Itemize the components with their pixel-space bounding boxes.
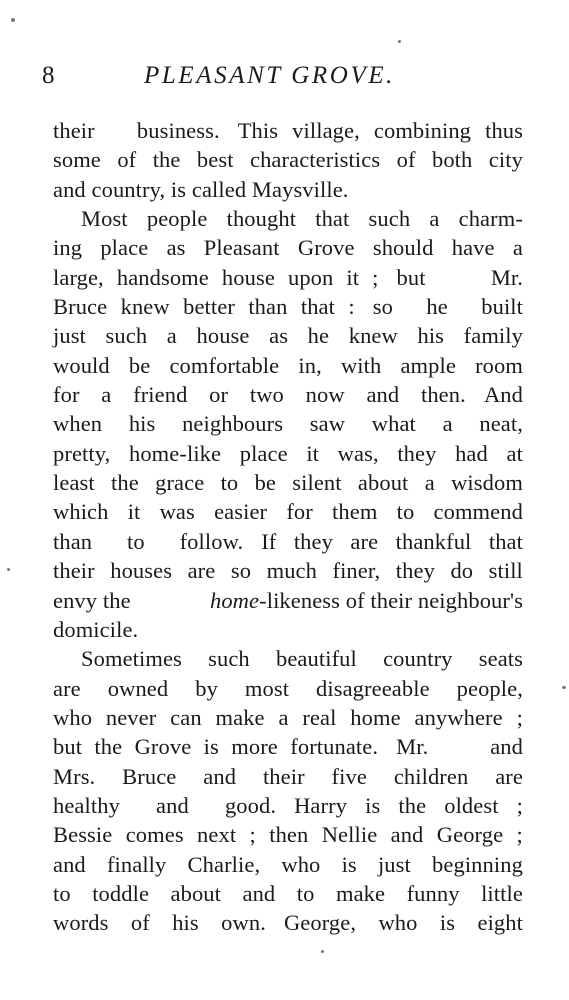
text-word: Charlie, bbox=[187, 851, 261, 877]
text-phrase bbox=[53, 762, 523, 791]
text-word: This bbox=[237, 118, 279, 143]
text-word: and bbox=[390, 822, 424, 848]
text-word: ing bbox=[53, 235, 83, 261]
text-word: his bbox=[417, 323, 445, 349]
text-word: be bbox=[128, 352, 151, 378]
text-word: so bbox=[372, 294, 393, 320]
text-word: his bbox=[172, 910, 199, 936]
text-phrase bbox=[53, 820, 523, 849]
text-word: are bbox=[53, 675, 81, 701]
text-word: handsome bbox=[116, 264, 209, 290]
text-line bbox=[53, 644, 523, 673]
text-phrase bbox=[210, 586, 523, 615]
text-word: a bbox=[424, 470, 435, 496]
text-word: best bbox=[196, 147, 234, 173]
text-word: of bbox=[130, 910, 150, 936]
text-phrase bbox=[53, 527, 243, 556]
text-word: ; bbox=[372, 264, 379, 290]
text-phrase bbox=[53, 556, 523, 585]
text-word: oldest bbox=[444, 792, 499, 818]
text-word: of bbox=[117, 147, 137, 173]
text-phrase bbox=[53, 380, 466, 409]
text-word: he bbox=[307, 323, 330, 349]
text-word: place bbox=[239, 440, 288, 466]
text-line bbox=[53, 233, 523, 262]
text-word: business. bbox=[136, 118, 220, 143]
text-word: more bbox=[231, 734, 278, 760]
text-phrase bbox=[53, 908, 266, 937]
text-word: who bbox=[378, 910, 418, 936]
text-phrase: -likeness of their neighbour's bbox=[259, 587, 523, 613]
text-line bbox=[53, 762, 523, 791]
text-word: thought bbox=[226, 206, 297, 232]
text-phrase bbox=[53, 732, 378, 761]
text-word: such bbox=[105, 323, 148, 349]
text-word: then bbox=[269, 822, 309, 848]
text-word: of bbox=[396, 147, 416, 173]
text-word: are bbox=[495, 763, 523, 789]
text-word: family bbox=[463, 323, 523, 349]
text-word: it bbox=[306, 440, 320, 466]
text-word: never bbox=[105, 704, 157, 730]
text-word: upon bbox=[287, 264, 334, 290]
text-phrase bbox=[284, 908, 523, 937]
text-word: village, bbox=[292, 118, 360, 143]
text-word: comfortable bbox=[169, 352, 280, 378]
text-word: when bbox=[53, 411, 103, 437]
text-word: characteristics bbox=[250, 147, 381, 173]
text-phrase bbox=[373, 292, 523, 321]
body-text bbox=[53, 116, 523, 938]
text-word: If bbox=[261, 528, 277, 554]
text-word: Bessie bbox=[53, 822, 113, 848]
text-word: : bbox=[348, 294, 355, 320]
text-word: who bbox=[53, 704, 93, 730]
text-word: that bbox=[315, 206, 350, 232]
text-word: real bbox=[302, 704, 337, 730]
text-phrase bbox=[53, 292, 355, 321]
text-word: Mr. bbox=[490, 264, 524, 290]
text-word: it bbox=[127, 499, 141, 525]
text-word: now bbox=[305, 382, 345, 408]
scan-speck bbox=[321, 950, 324, 953]
text-word: disagreeable bbox=[316, 675, 430, 701]
text-word: Mr. bbox=[396, 734, 429, 760]
text-word: people, bbox=[456, 675, 523, 701]
text-word: as bbox=[166, 235, 186, 261]
text-word: home bbox=[350, 704, 401, 730]
text-word: Bruce bbox=[122, 763, 177, 789]
text-word: neighbours bbox=[182, 411, 284, 437]
text-phrase bbox=[53, 468, 523, 497]
text-line bbox=[53, 292, 523, 321]
text-line bbox=[53, 703, 523, 732]
text-line bbox=[53, 732, 523, 761]
text-word: own. bbox=[221, 910, 266, 936]
text-word: ; bbox=[516, 792, 523, 818]
text-line bbox=[53, 908, 523, 937]
text-word: Mrs. bbox=[53, 763, 96, 789]
text-phrase bbox=[53, 879, 523, 908]
text-word: are bbox=[187, 558, 216, 584]
text-word: thus bbox=[485, 118, 524, 143]
text-word: ; bbox=[516, 822, 523, 848]
text-word: the bbox=[152, 147, 181, 173]
text-phrase bbox=[261, 527, 523, 556]
text-word: Harry bbox=[294, 792, 348, 818]
text-word: five bbox=[331, 763, 367, 789]
text-word: and bbox=[156, 792, 189, 818]
text-word: easier bbox=[214, 499, 268, 525]
text-line bbox=[53, 791, 523, 820]
text-line bbox=[53, 527, 523, 556]
text-word: would bbox=[53, 352, 110, 378]
text-line bbox=[53, 439, 523, 468]
text-word: a bbox=[442, 411, 453, 437]
text-word: country bbox=[383, 646, 453, 672]
text-word: both bbox=[431, 147, 473, 173]
text-word: people bbox=[146, 206, 208, 232]
text-word: had bbox=[455, 440, 488, 466]
text-word: by bbox=[195, 675, 218, 701]
text-word: but bbox=[53, 734, 83, 760]
text-word: most bbox=[244, 675, 290, 701]
text-word: in, bbox=[298, 352, 322, 378]
text-line bbox=[53, 409, 523, 438]
text-word: such bbox=[208, 646, 250, 672]
text-word: wisdom bbox=[451, 470, 523, 496]
italic-word: home bbox=[209, 587, 260, 613]
text-word: make bbox=[335, 880, 386, 906]
text-word: comes bbox=[125, 822, 184, 848]
text-word: Pleasant bbox=[203, 235, 280, 261]
text-word: have bbox=[451, 235, 495, 261]
text-word: beautiful bbox=[276, 646, 357, 672]
text-word: friend bbox=[133, 382, 188, 408]
text-phrase bbox=[53, 674, 523, 703]
text-phrase bbox=[53, 116, 220, 145]
text-line bbox=[53, 175, 523, 204]
text-word: they bbox=[293, 528, 333, 554]
text-word: funny bbox=[406, 880, 460, 906]
text-word: them bbox=[332, 499, 378, 525]
text-phrase bbox=[81, 644, 523, 673]
text-word: least bbox=[53, 470, 95, 496]
text-word: anywhere bbox=[414, 704, 503, 730]
text-line bbox=[53, 145, 523, 174]
text-word: silent bbox=[292, 470, 342, 496]
text-word: is bbox=[365, 792, 381, 818]
text-word: about bbox=[357, 470, 409, 496]
text-word: that bbox=[488, 528, 523, 554]
text-word: ; bbox=[516, 704, 523, 730]
text-word: he bbox=[426, 294, 448, 320]
text-word: finer, bbox=[332, 558, 381, 584]
text-phrase: envy the bbox=[53, 587, 131, 613]
text-phrase bbox=[81, 204, 523, 233]
text-word: the bbox=[398, 792, 427, 818]
text-word: house bbox=[196, 323, 250, 349]
text-phrase: And bbox=[483, 382, 523, 408]
text-word: thankful bbox=[395, 528, 472, 554]
text-word: with bbox=[340, 352, 382, 378]
text-word: such bbox=[368, 206, 411, 232]
text-word: ; bbox=[249, 822, 256, 848]
text-word: Bruce bbox=[53, 294, 108, 320]
text-word: finally bbox=[106, 851, 167, 877]
text-word: and bbox=[203, 763, 237, 789]
text-word: they bbox=[397, 440, 437, 466]
text-word: healthy bbox=[53, 792, 120, 818]
text-word: for bbox=[53, 382, 80, 408]
text-word: a bbox=[278, 704, 289, 730]
text-phrase bbox=[53, 145, 523, 174]
text-phrase bbox=[53, 439, 523, 468]
text-word: Grove bbox=[297, 235, 355, 261]
text-word: so bbox=[230, 558, 252, 584]
text-word: are bbox=[350, 528, 379, 554]
text-word: at bbox=[506, 440, 523, 466]
text-word: which bbox=[53, 499, 109, 525]
page-number: 8 bbox=[42, 62, 55, 89]
text-word: combining bbox=[373, 118, 472, 143]
text-word: commend bbox=[433, 499, 523, 525]
text-word: toddle bbox=[92, 880, 150, 906]
text-word: it bbox=[346, 264, 360, 290]
text-word: room bbox=[475, 352, 523, 378]
text-word: children bbox=[393, 763, 469, 789]
text-line bbox=[53, 468, 523, 497]
text-phrase bbox=[53, 321, 523, 350]
text-line bbox=[53, 497, 523, 526]
text-word: than bbox=[53, 528, 93, 554]
text-line bbox=[53, 850, 523, 879]
text-word: a bbox=[429, 206, 440, 232]
text-word: what bbox=[371, 411, 416, 437]
text-word: little bbox=[481, 880, 523, 906]
text-word: the bbox=[111, 470, 139, 496]
text-word: and bbox=[366, 382, 400, 408]
text-phrase bbox=[53, 409, 523, 438]
text-line bbox=[53, 556, 523, 585]
scan-speck bbox=[7, 568, 10, 571]
text-word: Sometimes bbox=[81, 646, 182, 672]
text-word: still bbox=[488, 558, 523, 584]
text-word: next bbox=[197, 822, 237, 848]
text-phrase: domicile. bbox=[53, 616, 139, 642]
text-word: and bbox=[242, 880, 276, 906]
text-line bbox=[53, 351, 523, 380]
text-word: to bbox=[396, 499, 415, 525]
text-word: than bbox=[248, 294, 288, 320]
text-word: about bbox=[170, 880, 222, 906]
text-phrase bbox=[397, 263, 523, 292]
text-word: pretty, bbox=[53, 440, 111, 466]
text-word: is bbox=[439, 910, 456, 936]
text-word: place bbox=[100, 235, 149, 261]
text-line bbox=[53, 116, 523, 145]
text-word: seats bbox=[478, 646, 523, 672]
text-word: to bbox=[296, 880, 315, 906]
text-word: George, bbox=[283, 910, 357, 936]
text-word: do bbox=[450, 558, 474, 584]
text-word: grace bbox=[155, 470, 205, 496]
text-word: home-like bbox=[128, 440, 222, 466]
text-word: to bbox=[53, 880, 71, 906]
text-line bbox=[53, 615, 523, 644]
text-word: large, bbox=[53, 264, 104, 290]
text-word: ample bbox=[400, 352, 456, 378]
text-word: their bbox=[53, 118, 95, 143]
text-word: city bbox=[488, 147, 523, 173]
text-word: houses bbox=[110, 558, 173, 584]
text-word: should bbox=[372, 235, 434, 261]
text-word: Nellie bbox=[321, 822, 378, 848]
text-word: a bbox=[101, 382, 112, 408]
text-word: knew bbox=[348, 323, 398, 349]
scan-speck bbox=[562, 686, 566, 689]
text-phrase bbox=[53, 351, 523, 380]
text-word: house bbox=[221, 264, 275, 290]
text-line bbox=[53, 820, 523, 849]
text-word: built bbox=[481, 294, 524, 320]
text-word: George bbox=[436, 822, 504, 848]
text-word: just bbox=[53, 323, 86, 349]
scan-speck bbox=[11, 18, 15, 22]
text-word: was, bbox=[337, 440, 379, 466]
text-phrase bbox=[396, 732, 523, 761]
text-word: follow. bbox=[179, 528, 244, 554]
text-phrase bbox=[238, 116, 523, 145]
text-word: but bbox=[396, 264, 426, 290]
text-word: some bbox=[53, 147, 101, 173]
text-word: that bbox=[300, 294, 335, 320]
text-line bbox=[53, 380, 523, 409]
text-word: charm- bbox=[458, 206, 523, 232]
text-word: and bbox=[490, 734, 523, 760]
text-phrase bbox=[53, 263, 379, 292]
text-word: eight bbox=[477, 910, 523, 936]
text-word: fortunate. bbox=[290, 734, 379, 760]
text-phrase bbox=[53, 233, 523, 262]
text-line bbox=[53, 879, 523, 908]
text-word: as bbox=[269, 323, 289, 349]
text-line bbox=[53, 321, 523, 350]
text-word: and bbox=[53, 851, 86, 877]
text-word: his bbox=[128, 411, 156, 437]
text-word: Grove bbox=[134, 734, 192, 760]
text-word: knew bbox=[120, 294, 170, 320]
text-word: to bbox=[220, 470, 239, 496]
text-word: be bbox=[254, 470, 276, 496]
text-word: beginning bbox=[432, 851, 523, 877]
text-word: neat, bbox=[479, 411, 523, 437]
text-line bbox=[53, 674, 523, 703]
text-phrase bbox=[53, 791, 276, 820]
text-word: their bbox=[53, 558, 95, 584]
text-phrase bbox=[53, 703, 523, 732]
text-word: was bbox=[159, 499, 195, 525]
text-phrase bbox=[294, 791, 523, 820]
text-word: then. bbox=[420, 382, 466, 408]
text-word: or bbox=[209, 382, 229, 408]
text-word: a bbox=[166, 323, 177, 349]
text-line bbox=[53, 263, 523, 292]
text-word: two bbox=[249, 382, 284, 408]
text-word: good. bbox=[224, 792, 277, 818]
text-word: owned bbox=[107, 675, 169, 701]
text-word: make bbox=[215, 704, 265, 730]
text-word: Most bbox=[81, 206, 128, 232]
text-word: their bbox=[262, 763, 305, 789]
text-word: to bbox=[127, 528, 145, 554]
text-word: the bbox=[94, 734, 123, 760]
text-line bbox=[53, 586, 523, 615]
text-word: saw bbox=[309, 411, 346, 437]
text-phrase: and country, is called Maysville. bbox=[53, 176, 349, 202]
scan-speck bbox=[398, 40, 401, 43]
running-title: PLEASANT GROVE. bbox=[144, 62, 396, 89]
text-word: better bbox=[183, 294, 235, 320]
text-word: much bbox=[266, 558, 317, 584]
text-phrase bbox=[53, 850, 523, 879]
text-word: is bbox=[341, 851, 357, 877]
text-word: words bbox=[53, 910, 109, 936]
page-header bbox=[42, 58, 502, 94]
text-word: they bbox=[395, 558, 435, 584]
text-word: just bbox=[377, 851, 411, 877]
text-word: can bbox=[170, 704, 202, 730]
text-word: who bbox=[281, 851, 321, 877]
text-word: a bbox=[512, 235, 523, 261]
text-word: is bbox=[203, 734, 219, 760]
text-phrase bbox=[53, 497, 523, 526]
text-line bbox=[53, 204, 523, 233]
text-word: for bbox=[286, 499, 313, 525]
